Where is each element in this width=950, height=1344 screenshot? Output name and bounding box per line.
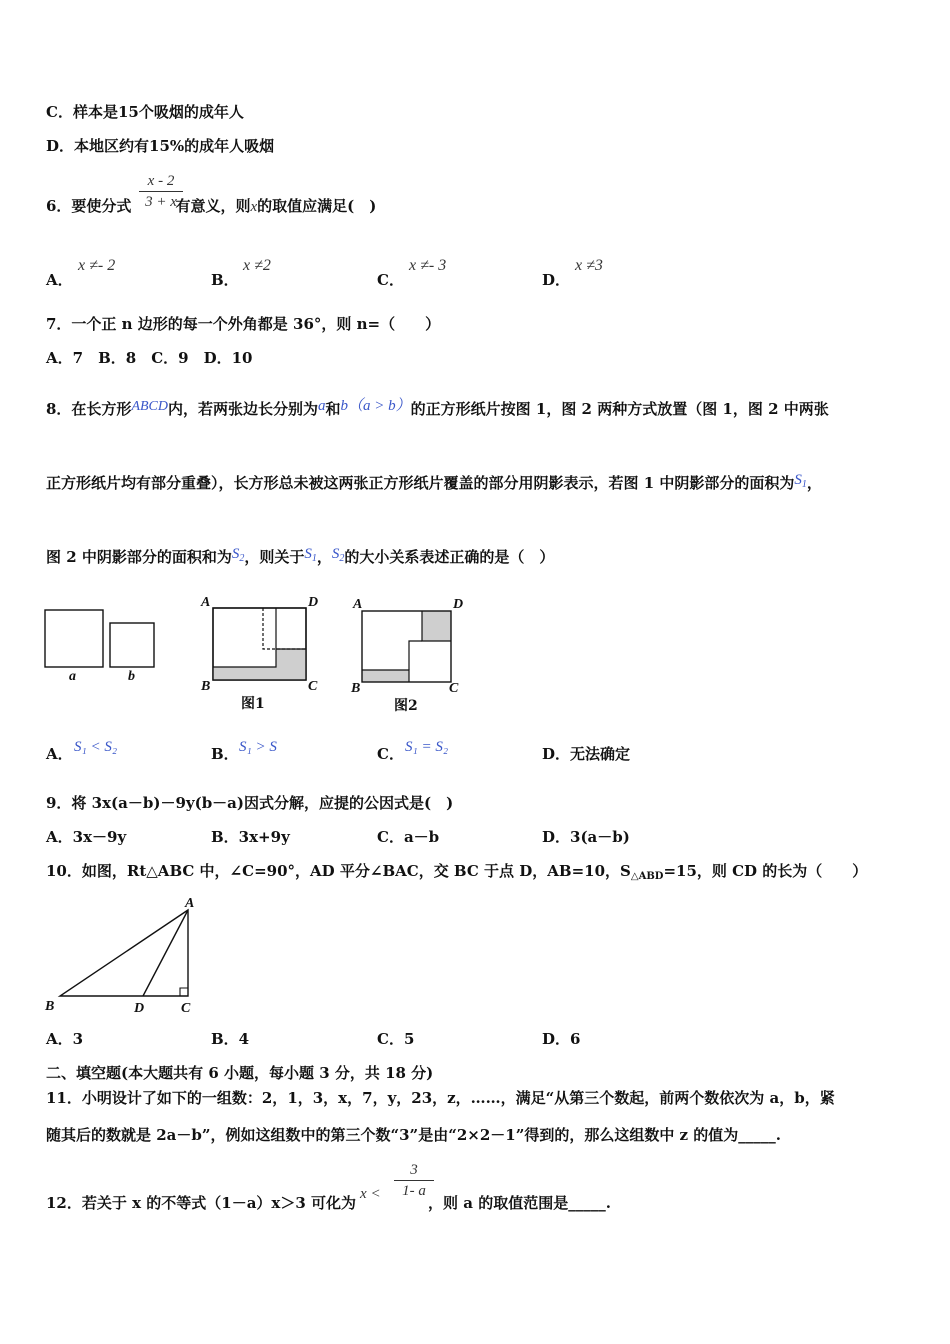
q8-line3-a: 图 2 中阴影部分的面积和为 xyxy=(46,548,232,566)
q12-frac-den: 1- a xyxy=(402,1183,426,1199)
q12-prefix: 12．若关于 x 的不等式（1－a）x＞3 可化为 xyxy=(46,1194,357,1212)
fig2-shaded-top xyxy=(422,611,451,641)
q11-line1: 11．小明设计了如下的一组数：2，1，3，x，7，y，23，z，……，满足“从第三个数起，前两个数依次为 a，b，紧 xyxy=(46,1089,835,1107)
q5-option-c: C．样本是15个吸烟的成年人 xyxy=(46,103,244,121)
q6-option-b-letter: B． xyxy=(211,271,239,289)
q8-option-b-letter: B． xyxy=(211,745,239,763)
q8-line1 xyxy=(46,396,829,419)
fig2-D: D xyxy=(453,597,464,612)
q6-option-c-expr: x ≠- 3 xyxy=(409,257,447,274)
q12-lhs: x < xyxy=(360,1186,381,1202)
square-a xyxy=(45,610,103,667)
square-b xyxy=(110,623,154,667)
q8-a: a xyxy=(318,398,326,414)
label-b: b xyxy=(128,669,135,684)
q8-line1-b: 内，若两张边长分别为 xyxy=(168,400,319,418)
q8-b: b xyxy=(340,398,349,414)
q7-options: A．7 B．8 C．9 D．10 xyxy=(46,349,253,367)
figure-2 xyxy=(350,597,463,714)
q6-var: x xyxy=(250,199,258,215)
q6-stem xyxy=(46,196,376,217)
q8-comma: ， xyxy=(316,548,332,566)
q8-abcd: ABCD xyxy=(131,399,169,414)
fig1-B: B xyxy=(201,679,211,694)
q9-option-b: B．3x+9y xyxy=(211,828,290,846)
q9-option-a: A．3x－9y xyxy=(46,828,127,846)
q10-figure xyxy=(40,893,210,1018)
q8-s1-ref: $S_1$ xyxy=(304,546,317,564)
q8-line3-b: ，则关于 xyxy=(244,548,305,566)
fig2-shaded-bottom xyxy=(362,670,409,682)
q12-fraction xyxy=(394,1160,434,1201)
fig2-B: B xyxy=(351,681,361,696)
q8-option-a-expr: S₁ < S₂ xyxy=(74,739,118,755)
q6-prefix: 6．要使分式 xyxy=(46,197,132,215)
q9-option-c: C．a－b xyxy=(377,828,440,846)
label-a: a xyxy=(69,669,76,684)
q12-suffix: ，则 a 的取值范围是_____. xyxy=(428,1194,611,1212)
q10-label-C: C xyxy=(181,1001,191,1016)
q6-option-d-letter: D． xyxy=(542,271,571,289)
q6-option-d-expr: x ≠3 xyxy=(575,257,603,274)
q12-stem xyxy=(46,1184,611,1213)
fig2-C: C xyxy=(449,681,459,696)
q8-s1: $S_1$ xyxy=(794,472,807,490)
q6-option-c-letter: C． xyxy=(377,271,404,289)
q8-line2 xyxy=(46,470,822,495)
fig1-A: A xyxy=(201,595,211,610)
triangle-abc xyxy=(60,910,188,996)
q10-label-A: A xyxy=(185,896,195,911)
q8-s2: $S_2$ xyxy=(231,546,245,564)
q8-option-c-letter: C． xyxy=(377,745,404,763)
q7-stem: 7．一个正 n 边形的每一个外角都是 36°，则 n=（ ） xyxy=(46,315,441,333)
q6-option-b-expr: x ≠2 xyxy=(243,257,271,274)
q10-stem-b: =15，则 CD 的长为（ ） xyxy=(663,862,868,880)
q6-suffix: 的取值应满足( ) xyxy=(257,197,377,215)
q8-option-b-expr: S₁ > S xyxy=(239,739,277,755)
q8-line3 xyxy=(46,544,554,569)
q8-and: 和 xyxy=(325,400,341,418)
q12-frac-num: 3 xyxy=(394,1160,434,1181)
q10-stem-sub: △ABD xyxy=(630,871,664,882)
q8-line2-text: 正方形纸片均有部分重叠），长方形总未被这两张正方形纸片覆盖的部分用阴影表示，若图 1 中阴影部分的面积为 xyxy=(46,474,795,492)
q6-frac-num: x - 2 xyxy=(139,171,183,192)
q8-option-d: D．无法确定 xyxy=(542,745,631,763)
q10-option-b: B．4 xyxy=(211,1030,250,1048)
q8-line2-end: ， xyxy=(806,474,822,492)
fig1-caption: 图1 xyxy=(241,696,265,712)
q8-s2-ref: $S_2$ xyxy=(331,546,345,564)
q9-stem: 9．将 3x(a－b)－9y(b－a)因式分解，应提的公因式是( ) xyxy=(46,794,454,812)
q8-option-a-letter: A． xyxy=(46,745,73,763)
q8-line1-a: 8．在长方形 xyxy=(46,400,132,418)
segment-ad xyxy=(143,910,188,996)
right-angle-mark xyxy=(180,988,188,996)
q6-option-a-letter: A． xyxy=(46,271,73,289)
q6-mid: 有意义，则 xyxy=(175,197,251,215)
q10-label-D: D xyxy=(134,1001,145,1016)
q6-frac-den: 3 + x xyxy=(145,194,177,210)
q8-cond: （a > b） xyxy=(348,398,411,414)
q10-option-a: A．3 xyxy=(46,1030,84,1048)
q10-option-c: C．5 xyxy=(377,1030,415,1048)
section-2-heading: 二、填空题(本大题共有 6 小题，每小题 3 分，共 18 分) xyxy=(46,1064,434,1082)
fig1-shaded-region xyxy=(213,649,306,680)
q5-option-d: D．本地区约有15%的成年人吸烟 xyxy=(46,137,275,155)
fig1-D: D xyxy=(308,595,319,610)
q8-line1-c: 的正方形纸片按图 1，图 2 两种方式放置（图 1，图 2 中两张 xyxy=(410,400,829,418)
q8-figures xyxy=(40,592,510,722)
q8-option-c-expr: S₁ = S₂ xyxy=(405,739,449,755)
fig2-A: A xyxy=(353,597,363,612)
fig2-caption: 图2 xyxy=(394,698,418,714)
figure-1 xyxy=(200,595,318,712)
q10-label-B: B xyxy=(45,999,55,1014)
q11-line2: 随其后的数就是 2a－b”，例如这组数中的第三个数“3”是由“2×2－1”得到的，那么这组数中 z 的值为_____. xyxy=(46,1126,782,1144)
q6-fraction xyxy=(139,171,183,212)
q10-stem-a: 10．如图，Rt△ABC 中，∠C=90°，AD 平分∠BAC，交 BC 于点 D，AB=10，S xyxy=(46,862,631,880)
q9-option-d: D．3(a－b) xyxy=(542,828,630,846)
q6-option-a-expr: x ≠- 2 xyxy=(78,257,116,274)
fig1-C: C xyxy=(308,679,318,694)
q8-line3-c: 的大小关系表述正确的是（ ） xyxy=(344,548,555,566)
q10-option-d: D．6 xyxy=(542,1030,581,1048)
q10-stem xyxy=(46,861,867,887)
